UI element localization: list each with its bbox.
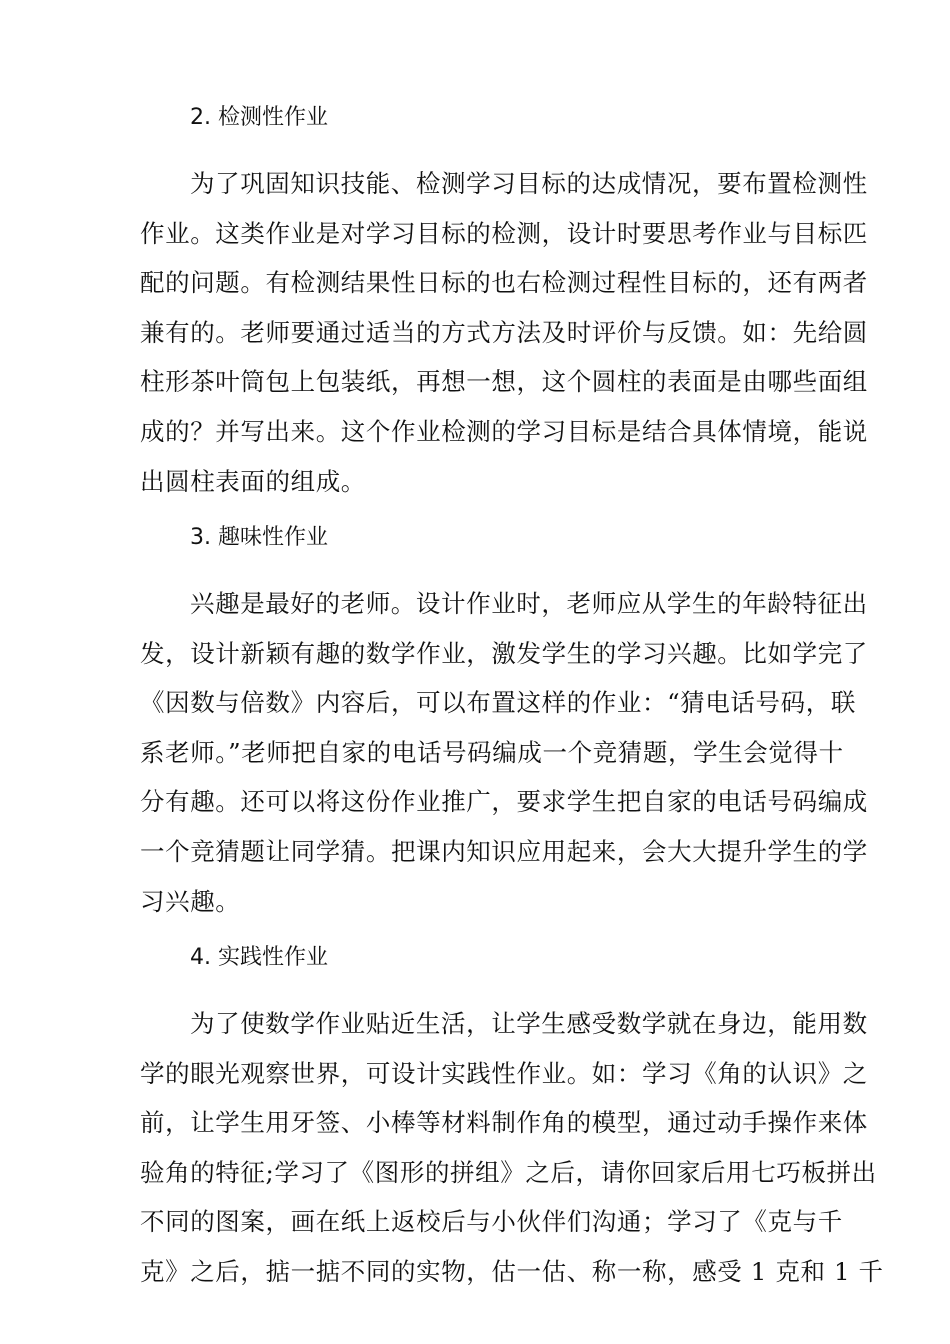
paragraph-line: 兼有的。老师要通过适当的方式方法及时评价与反馈。如：先给圆 xyxy=(140,318,868,347)
paragraph-line: 习兴趣。 xyxy=(140,887,241,916)
paragraph-line: 兴趣是最好的老师。设计作业时，老师应从学生的年龄特征出 xyxy=(190,589,868,618)
paragraph-line: 《因数与倍数》内容后，可以布置这样的作业：“猜电话号码，联 xyxy=(140,688,856,717)
paragraph-line: 出圆柱表面的组成。 xyxy=(140,467,366,496)
paragraph-line: 一个竞猜题让同学猜。把课内知识应用起来，会大大提升学生的学 xyxy=(140,837,868,866)
paragraph-line: 配的问题。有检测结果性日标的也右检测过程性目标的，还有两者 xyxy=(140,268,868,297)
paragraph-line: 柱形茶叶筒包上包装纸，再想一想，这个圆柱的表面是由哪些面组 xyxy=(140,367,868,396)
paragraph-line: 为了使数学作业贴近生活，让学生感受数学就在身边，能用数 xyxy=(190,1009,868,1038)
paragraph-line: 验角的特征;学习了《图形的拼组》之后，请你回家后用七巧板拼出 xyxy=(140,1158,877,1187)
section-heading-2: 2. 检测性作业 xyxy=(190,105,328,130)
paragraph-line: 前，让学生用牙签、小棒等材料制作角的模型，通过动手操作来体 xyxy=(140,1108,868,1137)
paragraph-line: 发，设计新颖有趣的数学作业，激发学生的学习兴趣。比如学完了 xyxy=(140,639,868,668)
paragraph-line: 分有趣。还可以将这份作业推广，要求学生把自家的电话号码编成 xyxy=(140,787,868,816)
paragraph-line: 克》之后，掂一掂不同的实物，估一估、称一称，感受 1 克和 1 千 xyxy=(140,1257,884,1286)
paragraph-line: 作业。这类作业是对学习目标的检测，设计时要思考作业与目标匹 xyxy=(140,219,868,248)
paragraph-line: 不同的图案，画在纸上返校后与小伙伴们沟通；学习了《克与千 xyxy=(140,1207,843,1236)
section-heading-3: 3. 趣味性作业 xyxy=(190,525,328,550)
paragraph-line: 为了巩固知识技能、检测学习目标的达成情况，要布置检测性 xyxy=(190,169,868,198)
paragraph-line: 成的？并写出来。这个作业检测的学习目标是结合具体情境，能说 xyxy=(140,417,868,446)
paragraph-line: 系老师。”老师把自家的电话号码编成一个竞猜题，学生会觉得十 xyxy=(140,738,844,767)
paragraph-line: 学的眼光观察世界，可设计实践性作业。如：学习《角的认识》之 xyxy=(140,1059,868,1088)
section-heading-4: 4. 实践性作业 xyxy=(190,945,328,970)
